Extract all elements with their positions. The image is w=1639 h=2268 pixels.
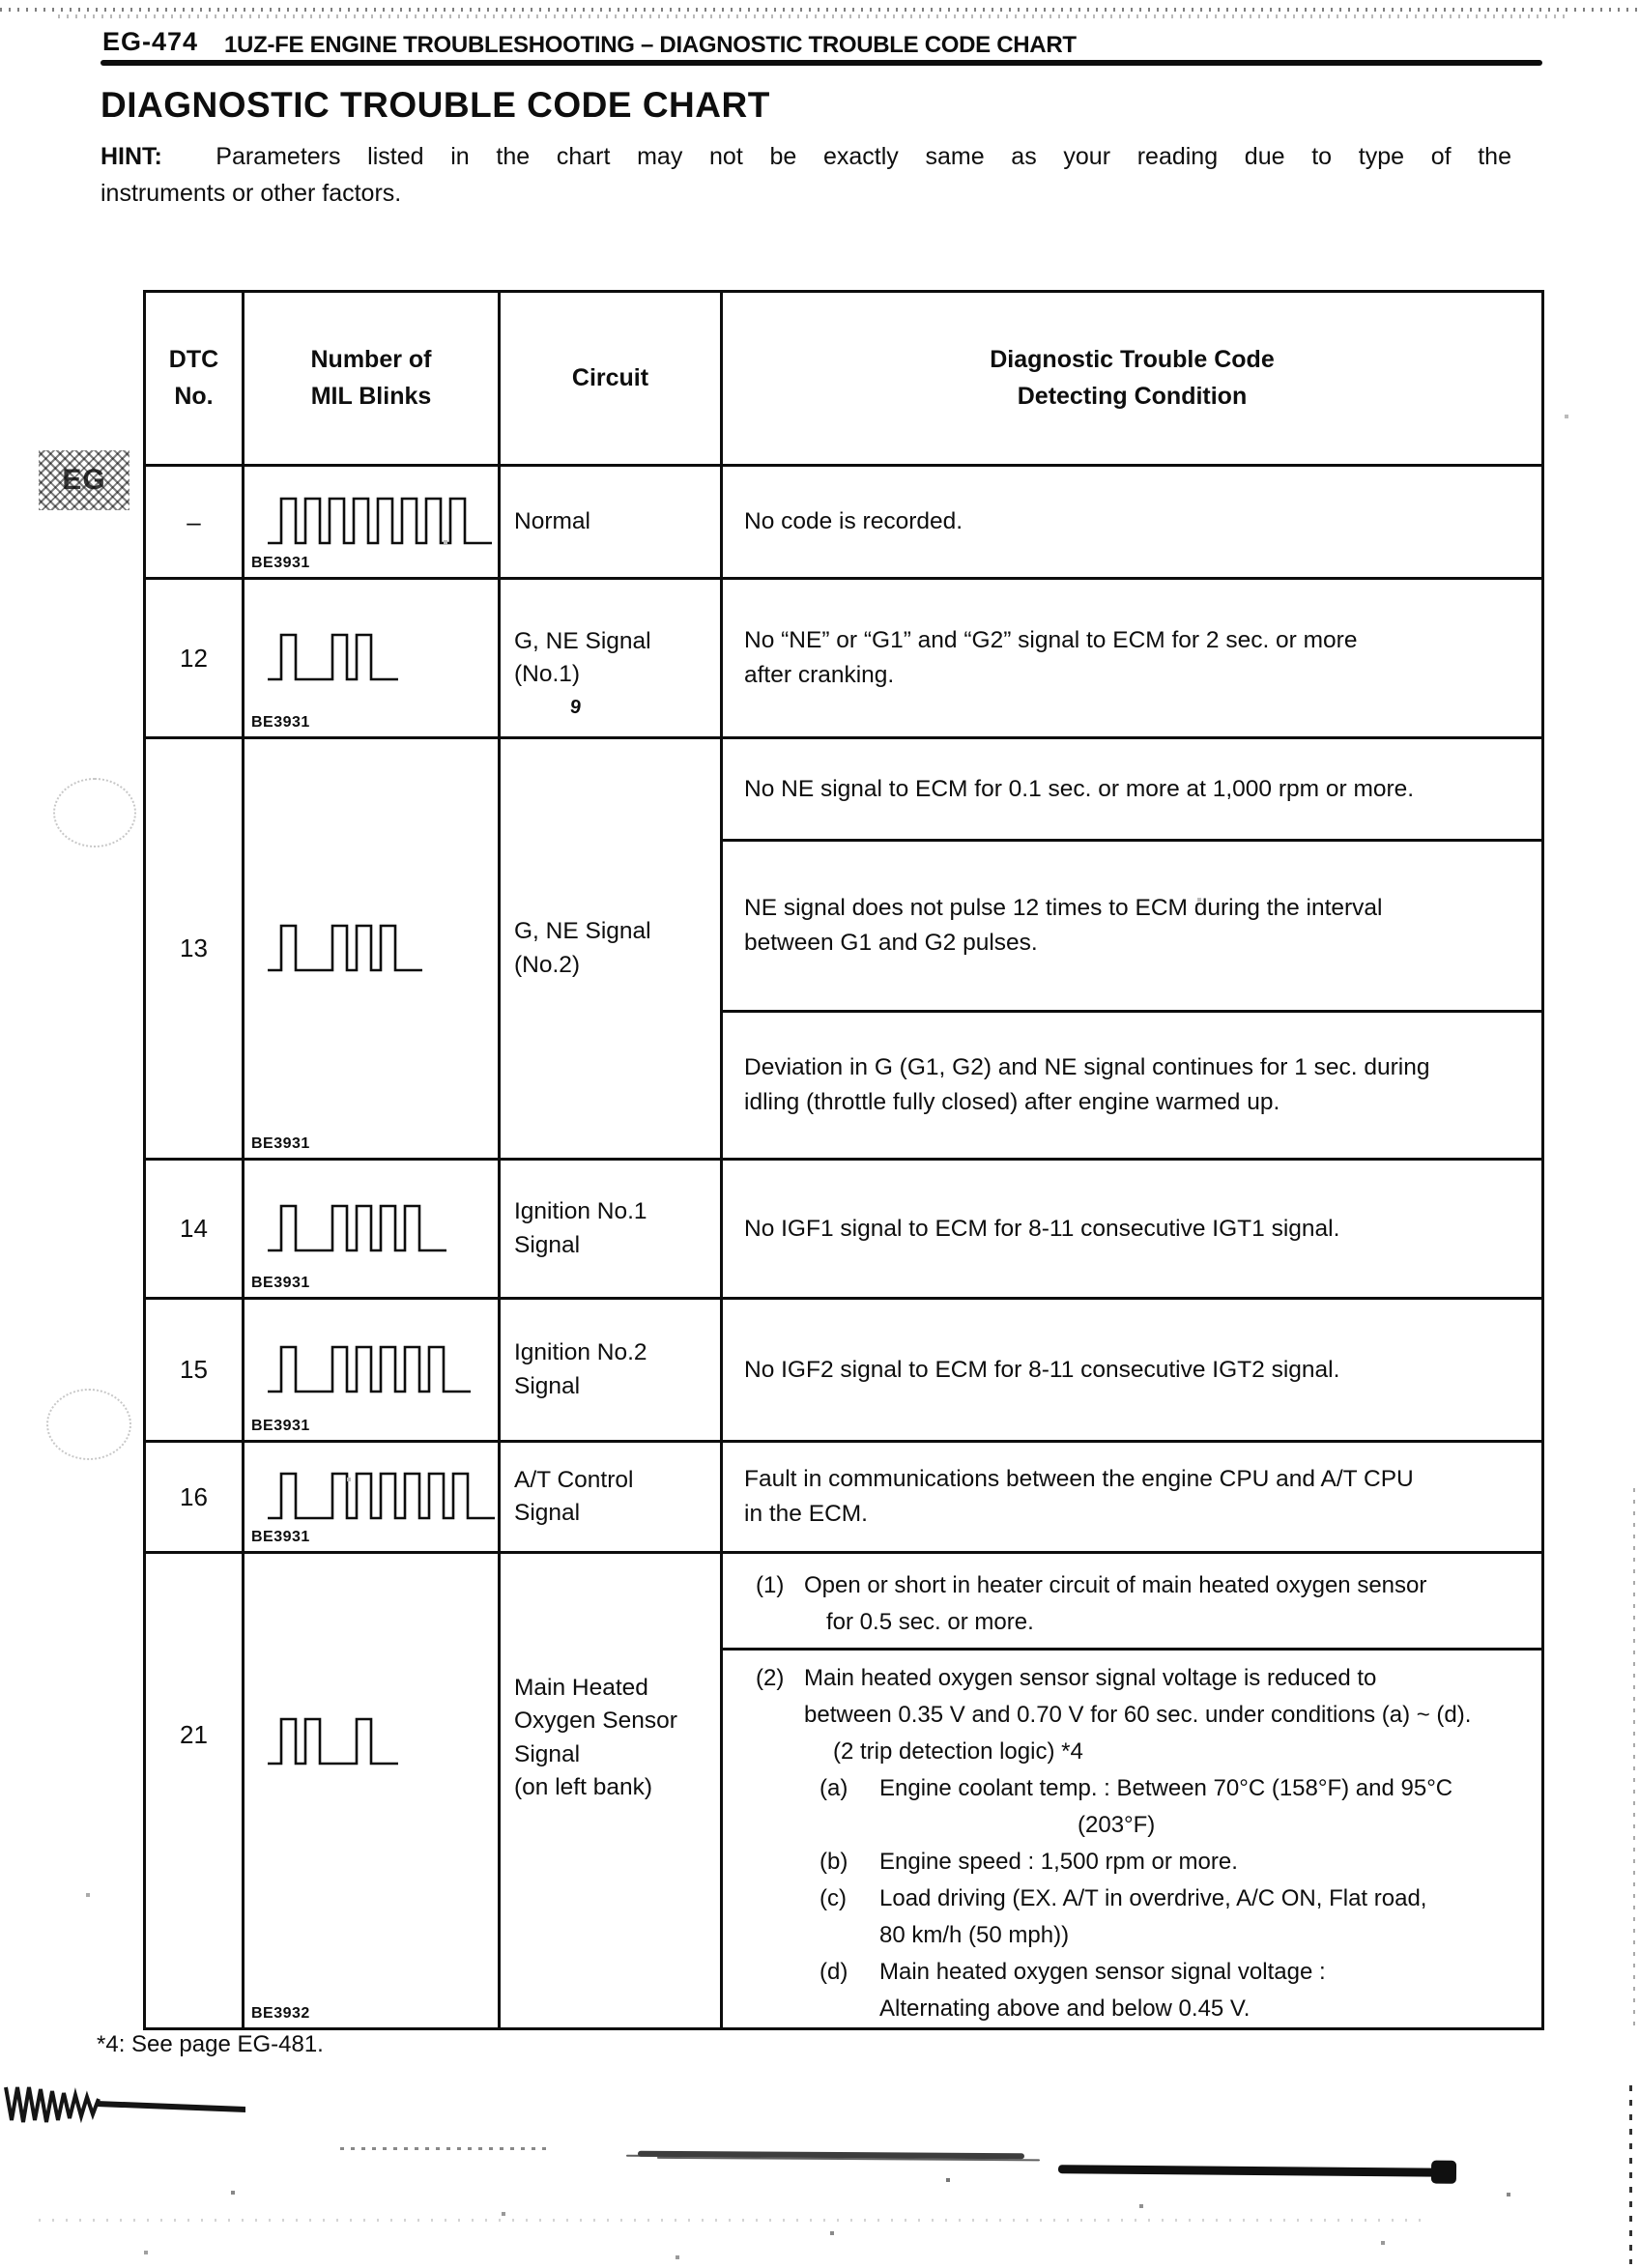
condition-line: Engine coolant temp. : Between 70°C (158°F) and 95°C <box>879 1775 1453 1801</box>
condition-line: No code is recorded. <box>744 508 963 535</box>
scan-noise-dashes <box>340 2147 548 2150</box>
condition-cell <box>723 1443 1541 1551</box>
condition-line: in the ECM. <box>744 1501 868 1527</box>
circuit-cell: A/T Control Signal <box>501 1443 723 1551</box>
mil-blinks-cell <box>244 1161 501 1297</box>
condition-cell <box>723 1554 1541 2027</box>
scan-artifact-circle <box>53 778 136 847</box>
hint-label: HINT: <box>101 143 162 170</box>
condition-cell <box>723 580 1541 736</box>
dtc-cell: 16 <box>146 1443 244 1551</box>
condition-cell <box>723 1161 1541 1297</box>
condition-line: Main heated oxygen sensor signal voltage is reduced to <box>804 1665 1377 1691</box>
condition-marker: (d) <box>820 1959 848 1985</box>
dtc-cell: 13 <box>146 739 244 1158</box>
mil-blink-waveform <box>268 1203 448 1255</box>
condition-line: for 0.5 sec. or more. <box>826 1609 1034 1635</box>
condition-sub-row <box>723 1651 1541 2027</box>
figure-code: BE3931 <box>251 714 310 731</box>
table-row-normal <box>146 467 1541 580</box>
condition-line: (2 trip detection logic) *4 <box>833 1738 1083 1765</box>
table-row-21 <box>146 1554 1541 2027</box>
condition-line: Load driving (EX. A/T in overdrive, A/C ON, Flat road, <box>879 1885 1427 1911</box>
running-header: 1UZ-FE ENGINE TROUBLESHOOTING – DIAGNOSTIC TROUBLE CODE CHART <box>224 32 1077 58</box>
dtc-cell: 15 <box>146 1300 244 1440</box>
scan-noise-vertical <box>1629 2085 1632 2264</box>
figure-code: BE3931 <box>251 1529 310 1545</box>
scan-noise-line <box>1058 2165 1452 2177</box>
scan-noise-zigzag <box>4 2080 265 2147</box>
hint-text-line2: instruments or other factors. <box>101 179 402 207</box>
scan-noise-top <box>0 8 1639 12</box>
mil-blink-waveform <box>268 923 424 975</box>
condition-marker: (2) <box>756 1665 785 1691</box>
condition-line: Alternating above and below 0.45 V. <box>879 1995 1251 2022</box>
condition-line: after cranking. <box>744 662 895 688</box>
figure-code: BE3931 <box>251 1418 310 1434</box>
circuit-cell: Ignition No.2 Signal <box>501 1300 723 1440</box>
hint-text-line1: Parameters listed in the chart may not be exactly same as your reading due to type of the <box>216 143 1511 170</box>
condition-line: No “NE” or “G1” and “G2” signal to ECM for 2 sec. or more <box>744 627 1358 654</box>
scan-noise-speckles <box>0 0 2 2</box>
circuit-cell: G, NE Signal (No.1) 9 <box>501 580 723 736</box>
table-row-13 <box>146 739 1541 1161</box>
figure-code: BE3931 <box>251 1135 310 1152</box>
condition-line: Fault in communications between the engine CPU and A/T CPU <box>744 1466 1414 1493</box>
scan-noise-vertical-2 <box>1633 1488 1635 2029</box>
condition-line: Engine speed : 1,500 rpm or more. <box>879 1849 1238 1875</box>
condition-marker: (c) <box>820 1885 847 1911</box>
mil-blinks-cell <box>244 580 501 736</box>
scan-noise-top-2 <box>58 14 1566 18</box>
mil-blink-waveform <box>268 1344 473 1396</box>
condition-line: between 0.35 V and 0.70 V for 60 sec. under conditions (a) ~ (d). <box>804 1702 1472 1728</box>
condition-line: 80 km/h (50 mph)) <box>879 1922 1070 1948</box>
table-row-12 <box>146 580 1541 739</box>
table-row-15 <box>146 1300 1541 1443</box>
figure-code: BE3931 <box>251 555 310 571</box>
condition-marker: (b) <box>820 1849 848 1875</box>
condition-line: Open or short in heater circuit of main heated oxygen sensor <box>804 1572 1427 1598</box>
table-row-14 <box>146 1161 1541 1300</box>
condition-line: Main heated oxygen sensor signal voltage : <box>879 1959 1326 1985</box>
condition-sub-row <box>723 1013 1541 1158</box>
mil-blink-waveform <box>268 632 400 684</box>
condition-line: No NE signal to ECM for 0.1 sec. or more at 1,000 rpm or more. <box>744 775 1415 802</box>
condition-line: (203°F) <box>1078 1812 1156 1838</box>
scan-artifact-circle <box>46 1389 131 1460</box>
section-tab-eg: EG <box>39 450 129 510</box>
header-mil-blinks: Number of MIL Blinks <box>244 293 501 464</box>
condition-marker: (a) <box>820 1775 848 1801</box>
condition-sub-row <box>723 1554 1541 1651</box>
mil-blink-waveform <box>268 1471 497 1523</box>
dtc-cell: 14 <box>146 1161 244 1297</box>
footnote: *4: See page EG-481. <box>97 2031 324 2057</box>
header-condition: Diagnostic Trouble Code Detecting Condition <box>990 346 1275 410</box>
header-dtc-no: DTC No. <box>146 293 244 464</box>
mil-blinks-cell <box>244 1443 501 1551</box>
circuit-cell: Ignition No.1 Signal <box>501 1161 723 1297</box>
condition-sub-row <box>723 739 1541 842</box>
dtc-cell: – <box>146 467 244 577</box>
mil-blink-waveform <box>268 496 494 548</box>
condition-cell <box>723 739 1541 1158</box>
condition-line: NE signal does not pulse 12 times to ECM during the interval <box>744 895 1383 922</box>
dtc-cell: 21 <box>146 1554 244 2027</box>
mil-blinks-cell <box>244 467 501 577</box>
scan-artifact-mark: 9 <box>568 696 583 719</box>
condition-cell <box>723 1300 1541 1440</box>
condition-line: Deviation in G (G1, G2) and NE signal continues for 1 sec. during <box>744 1054 1430 1081</box>
circuit-cell: G, NE Signal (No.2) <box>501 739 723 1158</box>
mil-blinks-cell <box>244 1554 501 2027</box>
condition-line: No IGF1 signal to ECM for 8-11 consecutive IGT1 signal. <box>744 1215 1340 1242</box>
dtc-cell: 12 <box>146 580 244 736</box>
table-header-row <box>146 293 1541 467</box>
figure-code: BE3932 <box>251 2005 310 2022</box>
figure-code: BE3931 <box>251 1275 310 1291</box>
mil-blinks-cell <box>244 739 501 1158</box>
mil-blink-waveform <box>268 1716 400 1768</box>
dtc-table <box>143 290 1544 2030</box>
page-title: DIAGNOSTIC TROUBLE CODE CHART <box>101 85 770 125</box>
scan-noise-faint-row <box>39 2219 1430 2222</box>
condition-line: No IGF2 signal to ECM for 8-11 consecutive IGT2 signal. <box>744 1356 1340 1383</box>
condition-sub-row <box>723 842 1541 1013</box>
header-circuit: Circuit <box>501 293 723 464</box>
mil-blinks-cell <box>244 1300 501 1440</box>
condition-line: between G1 and G2 pulses. <box>744 930 1038 956</box>
condition-cell <box>723 467 1541 577</box>
header-rule <box>101 60 1542 66</box>
circuit-cell: Normal <box>501 467 723 577</box>
condition-line: idling (throttle fully closed) after engine warmed up. <box>744 1089 1280 1115</box>
table-row-16 <box>146 1443 1541 1554</box>
condition-marker: (1) <box>756 1572 785 1598</box>
circuit-cell: Main Heated Oxygen Sensor Signal (on left bank) <box>501 1554 723 2027</box>
scan-noise-smudge <box>638 2151 1024 2159</box>
page-number: EG-474 <box>102 27 199 56</box>
hint <box>101 139 1511 212</box>
